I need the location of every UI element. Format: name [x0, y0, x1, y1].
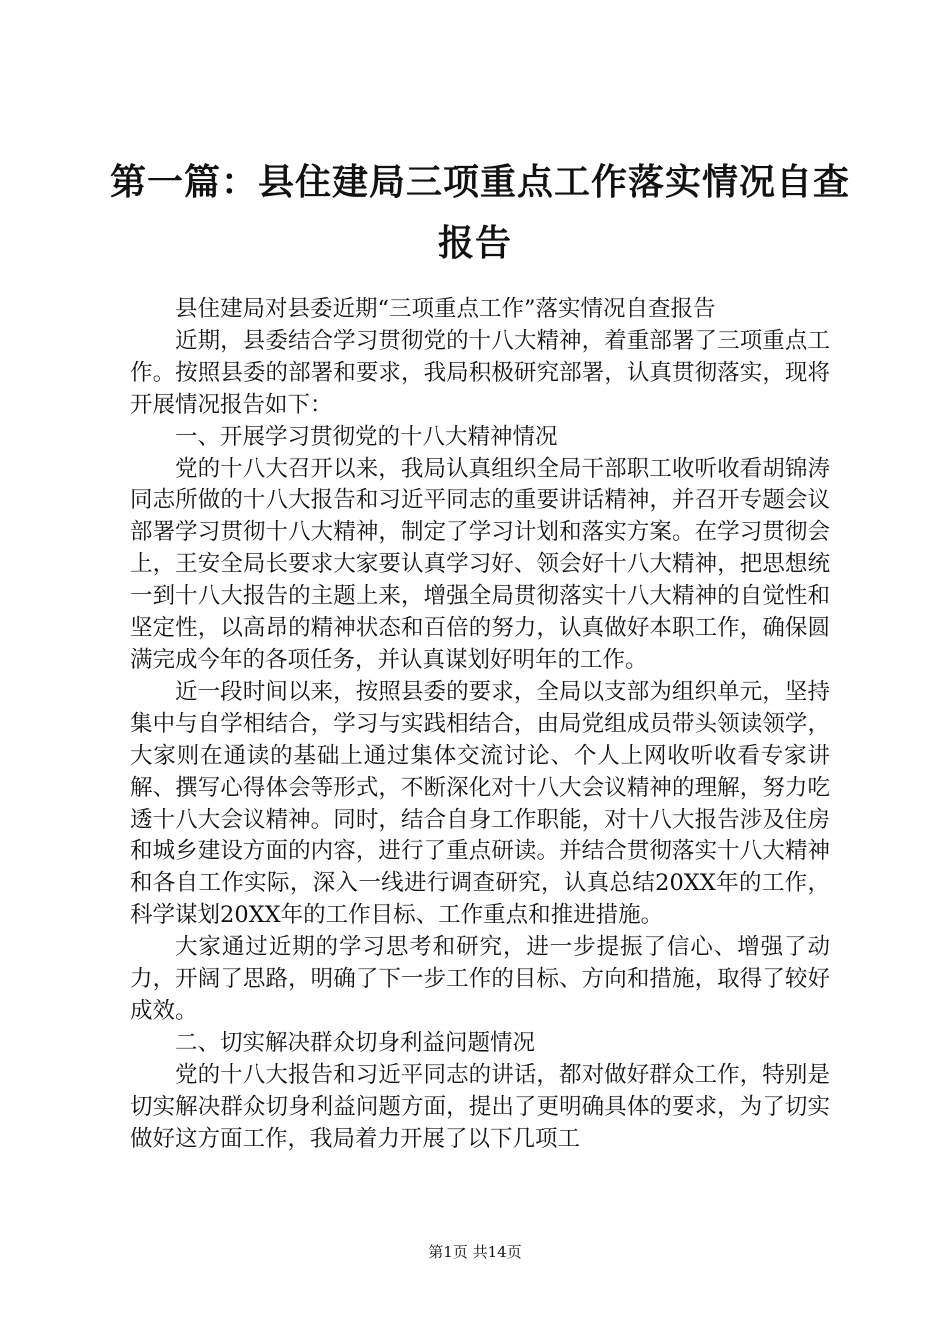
intro-paragraph: 近期，县委结合学习贯彻党的十八大精神，着重部署了三项重点工作。按照县委的部署和要求，我局积极研究部署，认真贯彻落实，现将开展情况报告如下：	[130, 327, 830, 418]
body-paragraph: 大家通过近期的学习思考和研究，进一步提振了信心、增强了动力，开阔了思路，明确了下一步工作的目标、方向和措施，取得了较好成效。	[130, 934, 830, 1024]
body-paragraph: 党的十八大召开以来，我局认真组织全局干部职工收听收看胡锦涛同志所做的十八大报告和习近平同志的重要讲话精神，并召开专题会议部署学习贯彻十八大精神，制定了学习计划和落实方案。在学习贯彻会上，王安全局长要求大家要认真学习好、领会好十八大精神，把思想统一到十八大报告的主题上来，增强全局贯彻落实十八大精神的自觉性和坚定性，以高昂的精神状态和百倍的努力，认真做好本职工作，确保圆满完成今年的各项任务，并认真谋划好明年的工作。	[130, 455, 830, 673]
section-heading-2: 二、切实解决群众切身利益问题情况	[175, 1029, 536, 1056]
body-paragraph: 党的十八大报告和习近平同志的讲话，都对做好群众工作，特别是切实解决群众切身利益问题方面，提出了更明确具体的要求，为了切实做好这方面工作，我局着力开展了以下几项工	[130, 1061, 830, 1152]
section-heading-1: 一、开展学习贯彻党的十八大精神情况	[175, 423, 558, 450]
document-title-line-2: 报告	[437, 223, 512, 264]
document-body	[130, 294, 830, 1155]
page-footer: 第1页 共14页	[428, 1243, 522, 1261]
document-title-line-1: 第一篇：县住建局三项重点工作落实情况自查	[110, 162, 851, 203]
report-subtitle-paragraph: 县住建局对县委近期“三项重点工作”落实情况自查报告	[175, 296, 716, 322]
body-paragraph: 近一段时间以来，按照县委的要求，全局以支部为组织单元，坚持集中与自学相结合，学习与实践相结合，由局党组成员带头领读领学，大家则在通读的基础上通过集体交流讨论、个人上网收听收看专家讲解、撰写心得体会等形式，不断深化对十八大会议精神的理解，努力吃透十八大会议精神。同时，结合自身工作职能，对十八大报告涉及住房和城乡建设方面的内容，进行了重点研读。并结合贯彻落实十八大精神和各自工作实际，深入一线进行调查研究，认真总结20XX年的工作，科学谋划20XX年的工作目标、工作重点和推进措施。	[130, 678, 830, 929]
